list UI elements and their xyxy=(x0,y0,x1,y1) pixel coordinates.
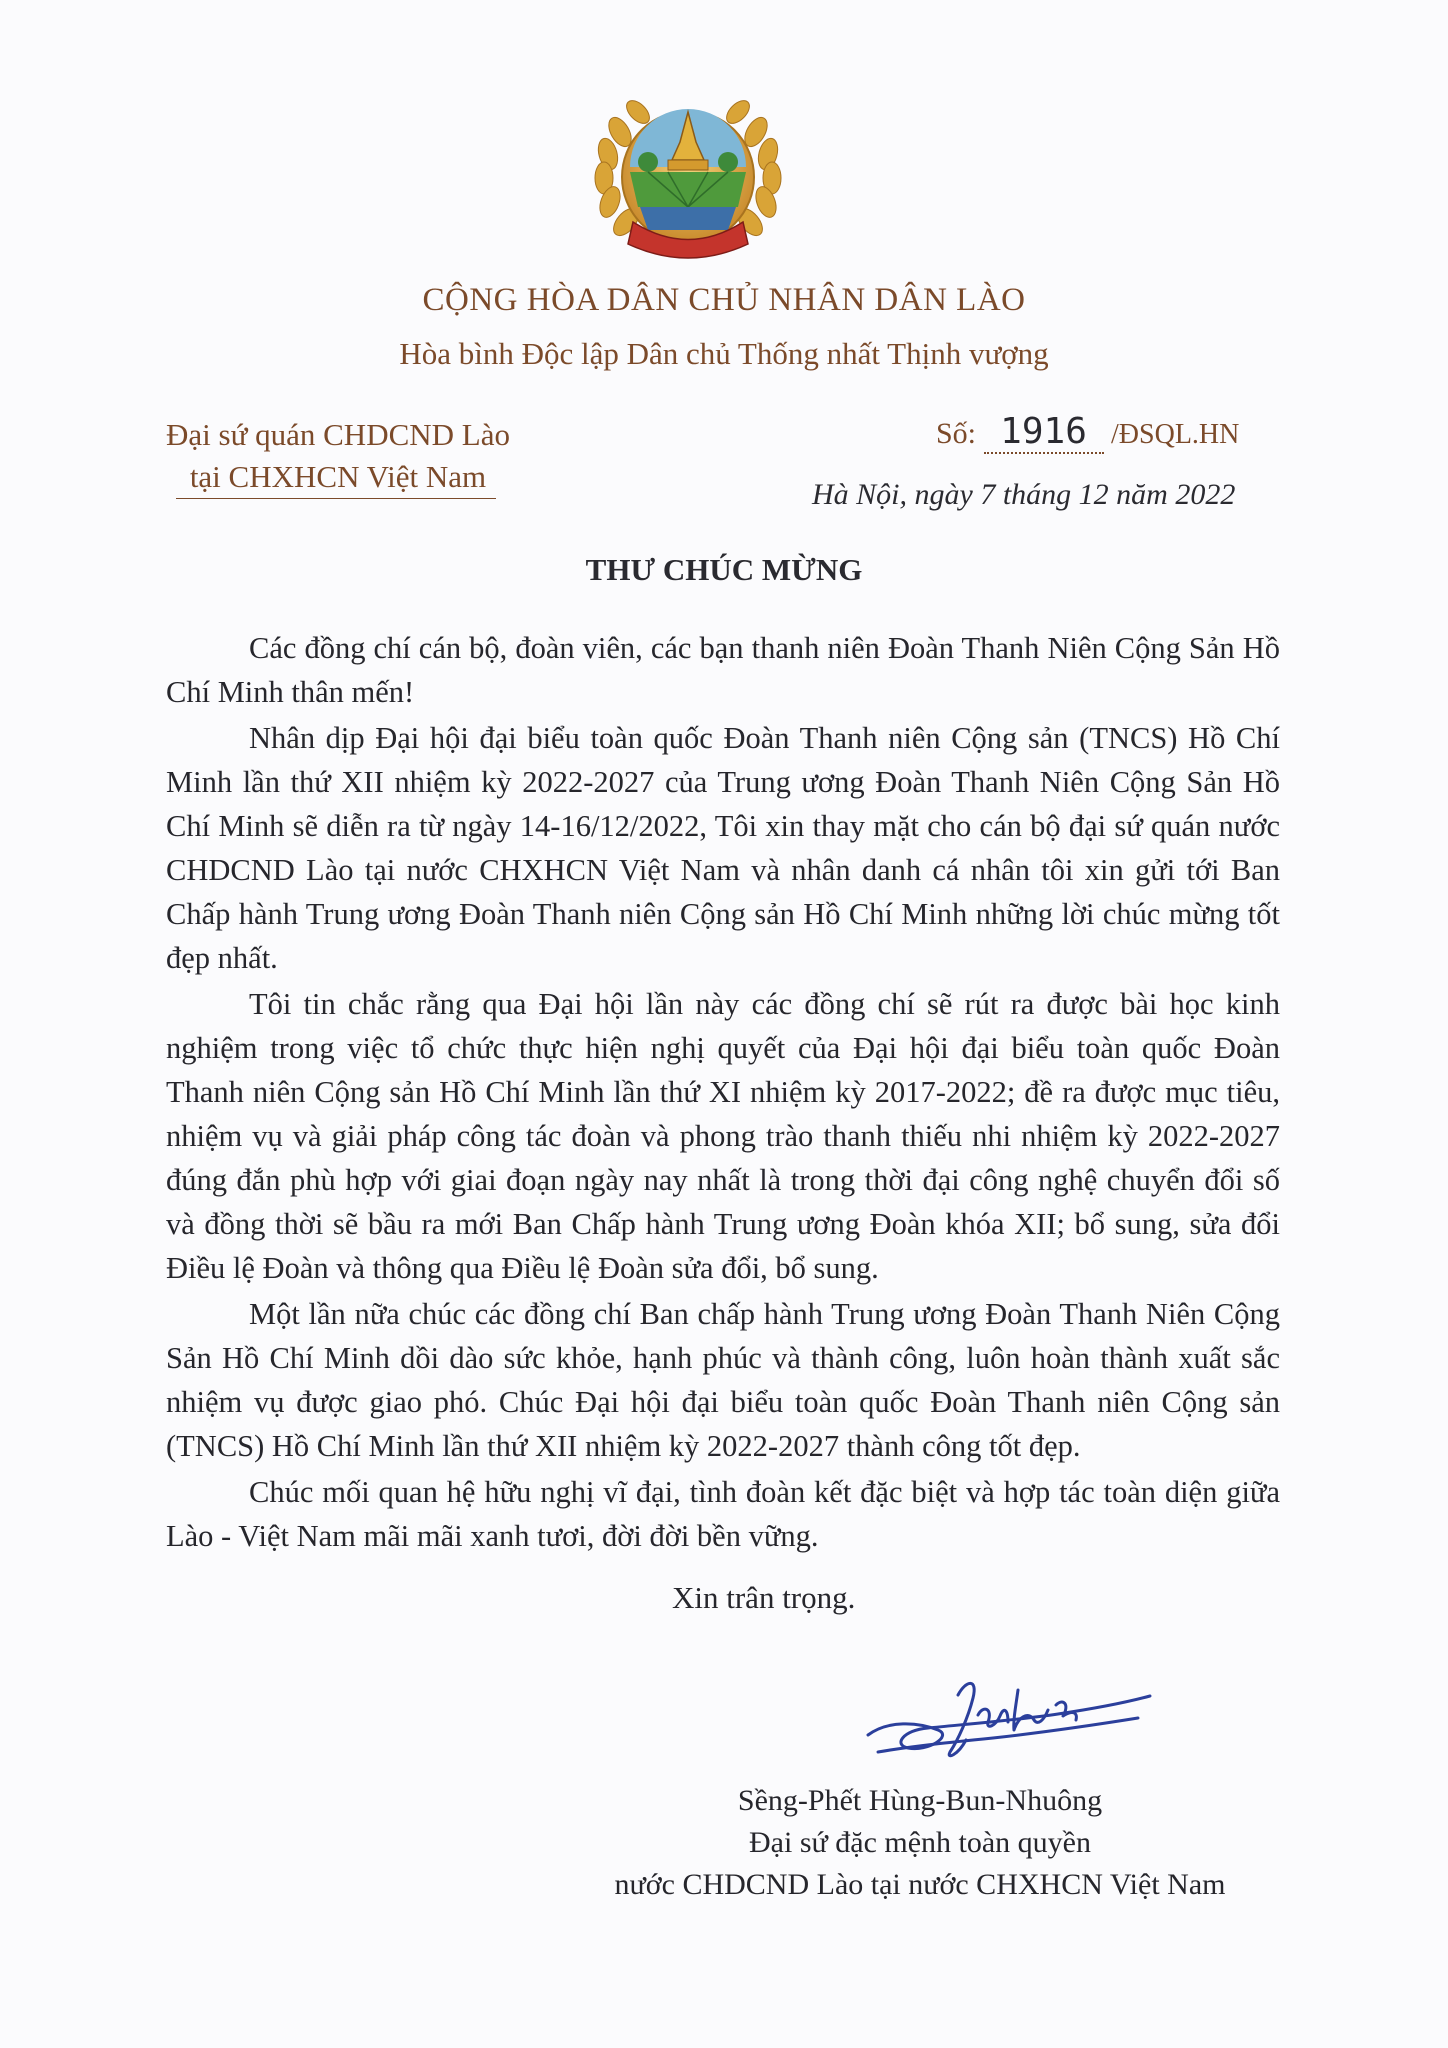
reference-number-value: 1916 xyxy=(984,412,1104,454)
signer-name: Sềng-Phết Hùng-Bun-Nhuông xyxy=(737,1784,1103,1817)
letter-body xyxy=(166,626,1280,1560)
country-name: CỘNG HÒA DÂN CHỦ NHÂN DÂN LÀO xyxy=(422,282,1026,318)
sender-organization xyxy=(148,414,528,498)
letter-date: Hà Nội, ngày 7 tháng 12 năm 2022 xyxy=(812,478,1236,511)
letter-title: THƯ CHÚC MỪNG xyxy=(585,552,863,587)
paragraph: Các đồng chí cán bộ, đoàn viên, các bạn thanh niên Đoàn Thanh Niên Cộng Sản Hồ Chí Minh thân mến! xyxy=(166,631,1280,709)
paragraph: Tôi tin chắc rằng qua Đại hội lần này các đồng chí sẽ rút ra được bài học kinh nghiệm trong việc tổ chức thực hiện nghị quyết của Đại hội đại biểu toàn quốc Đoàn Thanh niên Cộng sản Hồ Chí Minh lần thứ XI nhiệm kỳ 2017-2022; đề ra được mục tiêu, nhiệm vụ và giải pháp công tác đoàn và phong trào thanh thiếu nhi nhiệm kỳ 2022-2027 đúng đắn phù hợp với giai đoạn ngày nay nhất là trong thời đại công nghệ chuyển đổi số và đồng thời sẽ bầu ra mới Ban Chấp hành Trung ương Đoàn khóa XII; bổ sung, sửa đổi Điều lệ Đoàn và thông qua Điều lệ Đoàn sửa đổi, bổ sung. xyxy=(166,987,1280,1285)
reference-suffix: /ĐSQL.HN xyxy=(1111,419,1240,450)
reference-number xyxy=(936,412,1239,454)
sender-line-1: Đại sứ quán CHDCND Lào xyxy=(166,417,510,452)
signer-organization: nước CHDCND Lào tại nước CHXHCN Việt Nam xyxy=(614,1868,1226,1901)
paragraph: Một lần nữa chúc các đồng chí Ban chấp hành Trung ương Đoàn Thanh Niên Cộng Sản Hồ Chí Minh dồi dào sức khỏe, hạnh phúc và thành công, luôn hoàn thành xuất sắc nhiệm vụ được giao phó. Chúc Đại hội đại biểu toàn quốc Đoàn Thanh niên Cộng sản (TNCS) Hồ Chí Minh lần thứ XII nhiệm kỳ 2022-2027 thành công tốt đẹp. xyxy=(166,1297,1280,1463)
sender-line-2: tại CHXHCN Việt Nam xyxy=(189,459,487,494)
reference-label: Số: xyxy=(936,417,977,450)
signature-block xyxy=(560,1780,1280,1906)
sender-underline xyxy=(176,498,496,499)
handwritten-signature-icon xyxy=(858,1660,1158,1780)
national-motto: Hòa bình Độc lập Dân chủ Thống nhất Thịnh vượng xyxy=(399,336,1049,371)
closing-phrase: Xin trân trọng. xyxy=(672,1580,856,1615)
paragraph: Nhân dịp Đại hội đại biểu toàn quốc Đoàn Thanh niên Cộng sản (TNCS) Hồ Chí Minh lần thứ XII nhiệm kỳ 2022-2027 của Trung ương Đoàn Thanh Niên Cộng Sản Hồ Chí Minh sẽ diễn ra từ ngày 14-16/12/2022, Tôi xin thay mặt cho cán bộ đại sứ quán nước CHDCND Lào tại nước CHXHCN Việt Nam và nhân danh cá nhân tôi xin gửi tới Ban Chấp hành Trung ương Đoàn Thanh niên Cộng sản Hồ Chí Minh những lời chúc mừng tốt đẹp nhất. xyxy=(166,721,1280,975)
lao-national-emblem-icon xyxy=(578,72,798,272)
signer-title: Đại sứ đặc mệnh toàn quyền xyxy=(749,1826,1091,1859)
paragraph: Chúc mối quan hệ hữu nghị vĩ đại, tình đoàn kết đặc biệt và hợp tác toàn diện giữa Lào - Việt Nam mãi mãi xanh tươi, đời đời bền vững. xyxy=(166,1475,1280,1553)
